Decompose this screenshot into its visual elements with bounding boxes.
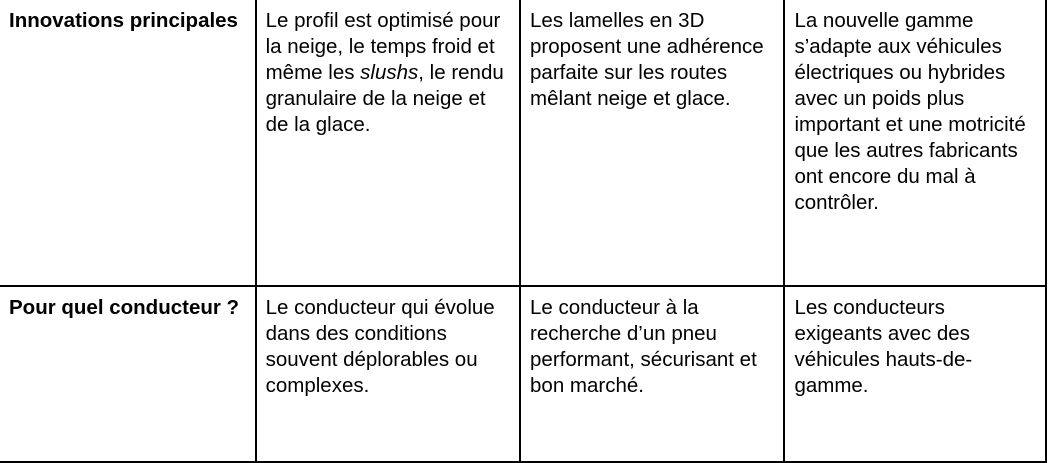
- cell-text: Le profil est optimisé pour la neige, le temps froid et même les: [265, 9, 501, 84]
- table-cell: [256, 0, 520, 286]
- table-cell: Le conducteur à la recherche d’un pneu performant, sécurisant et bon marché.: [520, 286, 784, 462]
- cell-text: , le rendu granulaire de la neige et de la glace.: [265, 61, 504, 136]
- table-row-conducteur: [0, 286, 1046, 462]
- row-header-innovations: Innovations principales: [0, 0, 256, 286]
- row-header-conducteur: Pour quel conducteur ?: [0, 286, 256, 462]
- table-cell: Les lamelles en 3D proposent une adhérence parfaite sur les routes mêlant neige et glace.: [520, 0, 784, 286]
- table-cell: Le conducteur qui évolue dans des conditions souvent déplorables ou complexes.: [256, 286, 520, 462]
- table-cell: Les conducteurs exigeants avec des véhicules hauts-de-gamme.: [784, 286, 1046, 462]
- table-cell: La nouvelle gamme s’adapte aux véhicules électriques ou hybrides avec un poids plus important et une motricité que les autres fabricants ont encore du mal à contrôler.: [784, 0, 1046, 286]
- cell-italic-term: slushs: [360, 61, 419, 84]
